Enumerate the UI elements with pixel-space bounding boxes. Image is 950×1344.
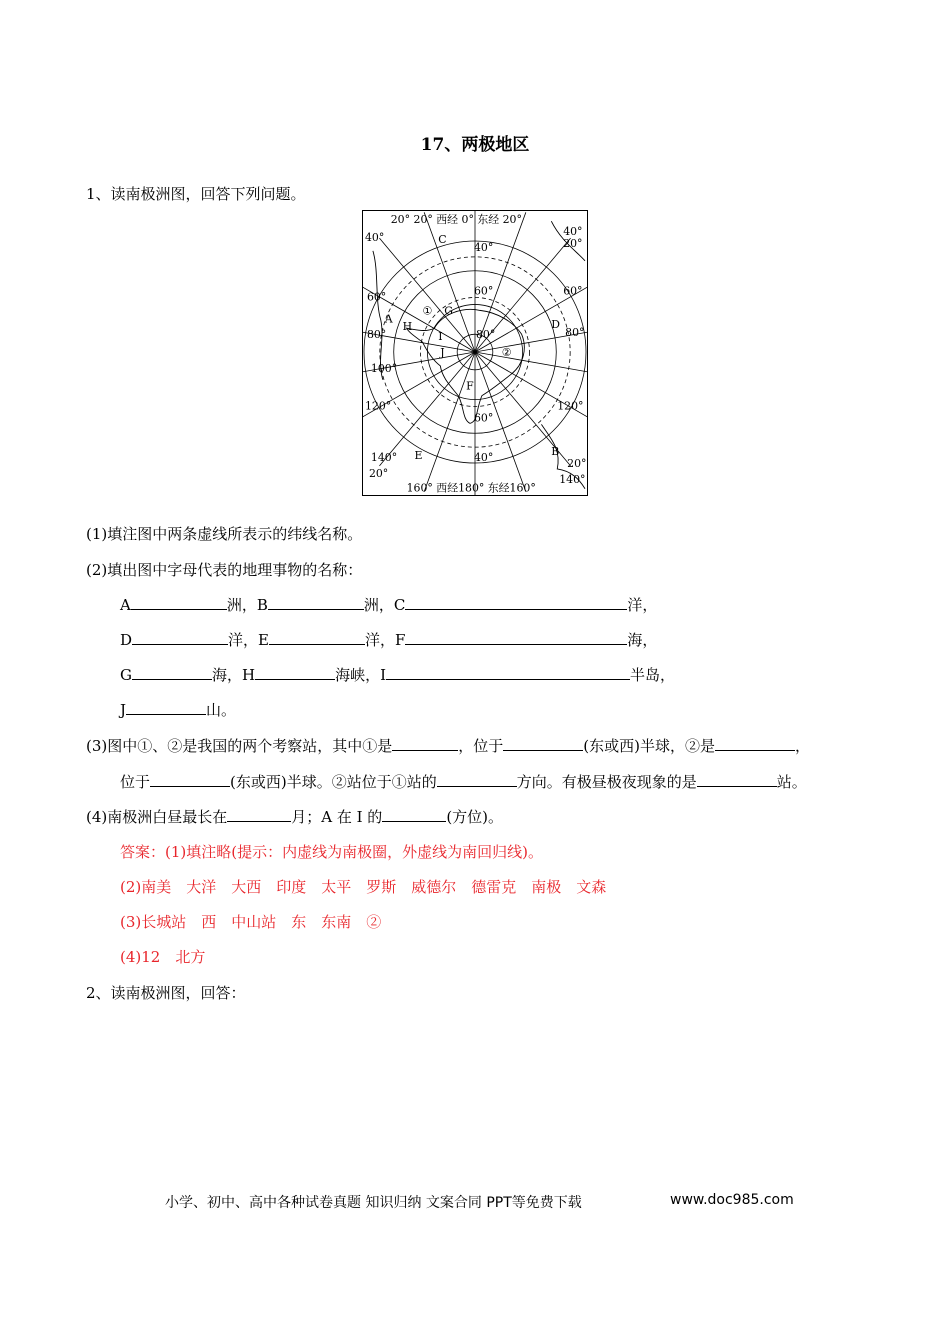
suffix-j: 山。: [206, 701, 237, 719]
fill-line-abc: [120, 594, 657, 615]
text: 位于: [120, 773, 151, 791]
suffix-e: 洋，F: [364, 631, 406, 649]
answer-line-3: (3)长城站 西 中山站 东 东南 ②: [120, 913, 382, 931]
meridian-line: [424, 212, 475, 352]
blank-direction[interactable]: [437, 772, 517, 787]
map-inner-label: 60°: [474, 284, 494, 298]
text: ，: [794, 737, 810, 755]
map-left-label: 60°: [366, 290, 387, 304]
map-inner-label: 40°: [474, 451, 494, 465]
map-right-label: 60°: [563, 284, 583, 298]
map-letter-a: A: [384, 312, 393, 326]
suffix-a: 洲，B: [226, 596, 268, 614]
map-letter-f: F: [466, 379, 474, 393]
map-letter-b: B: [551, 445, 560, 459]
answer-line-1: 答案：(1)填注略(提示：内虚线为南极圈，外虚线为南回归线)。: [120, 843, 543, 861]
question-1-intro: 1、读南极洲图，回答下列问题。: [86, 185, 306, 203]
text: 方向。有极昼极夜现象的是: [516, 773, 697, 791]
map-station-2: ②: [501, 345, 512, 359]
question-1-part-2: (2)填出图中字母代表的地理事物的名称：: [86, 561, 363, 579]
blank-station-1[interactable]: [392, 736, 458, 751]
map-letter-h: H: [402, 320, 413, 334]
blank-month[interactable]: [227, 807, 291, 822]
suffix-b: 洲，C: [363, 596, 406, 614]
map-inner-label: 60°: [474, 411, 494, 425]
fill-line-def: [120, 629, 657, 650]
map-right-label: 40°: [563, 225, 583, 239]
blank-hemisphere-2[interactable]: [150, 772, 230, 787]
suffix-g: 海，H: [211, 666, 256, 684]
blank-polar-station[interactable]: [697, 772, 777, 787]
map-letter-j: J: [440, 345, 445, 359]
suffix-f: 海，: [627, 631, 658, 649]
fill-line-j: [120, 699, 236, 720]
blank-hemisphere-1[interactable]: [503, 736, 583, 751]
map-right-label: 120°: [557, 399, 584, 413]
map-letter-g: G: [444, 304, 453, 318]
question-1-part-1: (1)填注图中两条虚线所表示的纬线名称。: [86, 525, 363, 543]
question-1-part-3-line-1: [86, 735, 810, 756]
question-2-intro: 2、读南极洲图，回答：: [86, 984, 246, 1002]
map-left-label: 100°: [370, 361, 398, 375]
blank-g[interactable]: [132, 665, 212, 680]
map-right-label: 20°: [567, 456, 587, 470]
question-1-part-3-line-2: [120, 771, 807, 792]
footer-link[interactable]: www.doc985.com: [670, 1192, 794, 1208]
suffix-i: 半岛，: [630, 666, 676, 684]
map-left-label: 120°: [364, 399, 392, 413]
text: (东或西)半球，②是: [583, 737, 715, 755]
map-left-label: 80°: [366, 328, 387, 342]
blank-bearing[interactable]: [382, 807, 446, 822]
footer-text: 小学、初中、高中各种试卷真题 知识归纳 文案合同 PPT等免费下载: [165, 1195, 582, 1211]
map-right-label: 20°: [563, 236, 583, 250]
map-letter-e: E: [414, 449, 423, 463]
map-letter-d: D: [551, 318, 561, 332]
antarctica-map: [362, 210, 588, 496]
blank-a[interactable]: [131, 595, 227, 610]
page-title: 17、两极地区: [420, 135, 530, 155]
label-a: A: [120, 596, 131, 614]
text: ，位于: [458, 737, 504, 755]
label-d: D: [120, 631, 133, 649]
map-letter-i: I: [438, 330, 443, 344]
fill-line-ghi: [120, 664, 675, 685]
map-left-label: 20°: [368, 466, 389, 480]
blank-i[interactable]: [386, 665, 630, 680]
label-g: G: [120, 666, 132, 684]
blank-e[interactable]: [269, 630, 365, 645]
blank-b[interactable]: [268, 595, 364, 610]
blank-station-2[interactable]: [715, 736, 795, 751]
suffix-h: 海峡，I: [335, 666, 387, 684]
blank-h[interactable]: [255, 665, 335, 680]
label-j: J: [120, 701, 127, 719]
answer-line-2: (2)南美 大洋 大西 印度 太平 罗斯 威德尔 德雷克 南极 文森: [120, 878, 607, 896]
text: (4)南极洲白昼最长在: [86, 808, 228, 826]
map-letter-c: C: [438, 232, 447, 246]
text: (3)图中①、②是我国的两个考察站，其中①是: [86, 737, 393, 755]
blank-d[interactable]: [132, 630, 228, 645]
map-left-label: 140°: [370, 451, 398, 465]
map-right-label: 140°: [559, 472, 586, 486]
text: 站。: [776, 773, 807, 791]
text: (东或西)半球。②站位于①站的: [230, 773, 437, 791]
map-right-label: 80°: [565, 326, 585, 340]
suffix-c: 洋，: [627, 596, 658, 614]
meridian-line: [475, 352, 588, 378]
answer-line-4: (4)12 北方: [120, 948, 206, 966]
text: (方位)。: [446, 808, 504, 826]
blank-c[interactable]: [405, 595, 627, 610]
question-1-part-4: [86, 806, 503, 827]
meridian-line: [379, 238, 475, 352]
map-left-label: 40°: [364, 231, 385, 244]
text: 月；A 在 I 的: [291, 808, 383, 826]
suffix-d: 洋，E: [228, 631, 269, 649]
blank-f[interactable]: [405, 630, 627, 645]
map-inner-label: 40°: [474, 240, 494, 254]
blank-j[interactable]: [126, 700, 206, 715]
map-longitude-top: 20° 20° 西经 0° 东经 20°: [390, 213, 522, 227]
map-inner-label: 80°: [475, 328, 496, 342]
map-station-1: ①: [422, 304, 433, 318]
map-longitude-bottom: 160° 西经180° 东经160°: [406, 481, 536, 495]
